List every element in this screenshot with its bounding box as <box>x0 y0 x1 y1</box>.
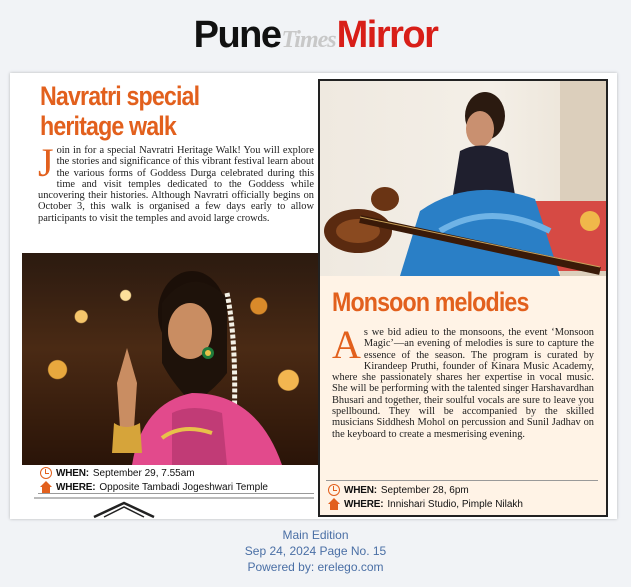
article-navratri-text: oin in for a special Navratri Heritage Walk! You will explore the stories and significance of this vibrant festival learn about the various forms of Goddess Durga celebrated during this time and visit temples dedicated to the Goddess while uncovering their histories. Although Navratri officially begins on October 3, this walk is organised a few days early to allow participants to visit the temples and avoid large crowds. <box>38 145 314 224</box>
article-monsoon-details <box>328 483 598 511</box>
logo-mirror: Mirror <box>336 14 438 56</box>
logo-times: Times <box>281 27 336 53</box>
logo-pune: Pune <box>193 14 281 56</box>
when-label: WHEN: <box>344 484 377 496</box>
article-monsoon-body <box>332 322 594 440</box>
when-value: September 28, 6pm <box>380 484 469 496</box>
divider <box>38 493 314 494</box>
where-row <box>328 497 598 511</box>
when-row <box>328 483 598 497</box>
where-row <box>40 480 320 494</box>
dropcap: J <box>38 140 54 185</box>
monsoon-veena-player-photo <box>320 81 606 276</box>
page-footer <box>0 527 631 575</box>
navratri-photo-art <box>22 253 318 465</box>
divider <box>326 480 598 481</box>
home-icon <box>328 498 340 510</box>
home-icon <box>40 481 52 493</box>
where-value: Innishari Studio, Pimple Nilakh <box>387 498 523 510</box>
article-navratri-details <box>40 466 320 494</box>
next-article-teaser-art <box>34 497 314 519</box>
where-label: WHERE: <box>344 498 384 510</box>
where-value: Opposite Tambadi Jogeshwari Temple <box>99 481 268 493</box>
clock-icon <box>40 467 52 479</box>
dropcap: A <box>332 322 361 367</box>
headline-line-2: heritage walk <box>40 111 176 141</box>
article-monsoon <box>318 79 608 517</box>
pune-mirror-logo <box>194 16 438 54</box>
masthead <box>0 0 631 70</box>
headline-line-1: Navratri special <box>40 81 200 111</box>
powered-by-link[interactable]: Powered by: erelego.com <box>247 560 384 574</box>
newspaper-clipping <box>10 73 617 519</box>
clock-icon <box>328 484 340 496</box>
when-label: WHEN: <box>56 467 89 479</box>
where-label: WHERE: <box>56 481 96 493</box>
date-page-label: Sep 24, 2024 Page No. 15 <box>244 544 387 558</box>
monsoon-photo-art <box>320 81 606 276</box>
article-monsoon-headline: Monsoon melodies <box>332 287 529 317</box>
when-row <box>40 466 320 480</box>
navratri-praying-woman-photo <box>22 253 318 465</box>
edition-label: Main Edition <box>282 528 349 542</box>
when-value: September 29, 7.55am <box>92 467 195 479</box>
article-monsoon-text: s we bid adieu to the monsoons, the event ‘Monsoon Magic’—an evening of melodies is sure to capture the essence of the season. The program is curated by Kirandeep Pruthi, founder of Kinara Music Academy, where she passionately shares her expertise in vocal music. She will be performing with the talented singer Harshavardhan Bhusari and together, their soulful vocals are sure to leave you spellbound. They will be accompanied by the skilled musicians Siddhesh Mohol on percussion and Sunil Jadhav on the keyboard to create a mesmerising evening. <box>332 327 594 440</box>
article-navratri-headline <box>40 81 281 141</box>
article-navratri-body <box>38 140 314 224</box>
